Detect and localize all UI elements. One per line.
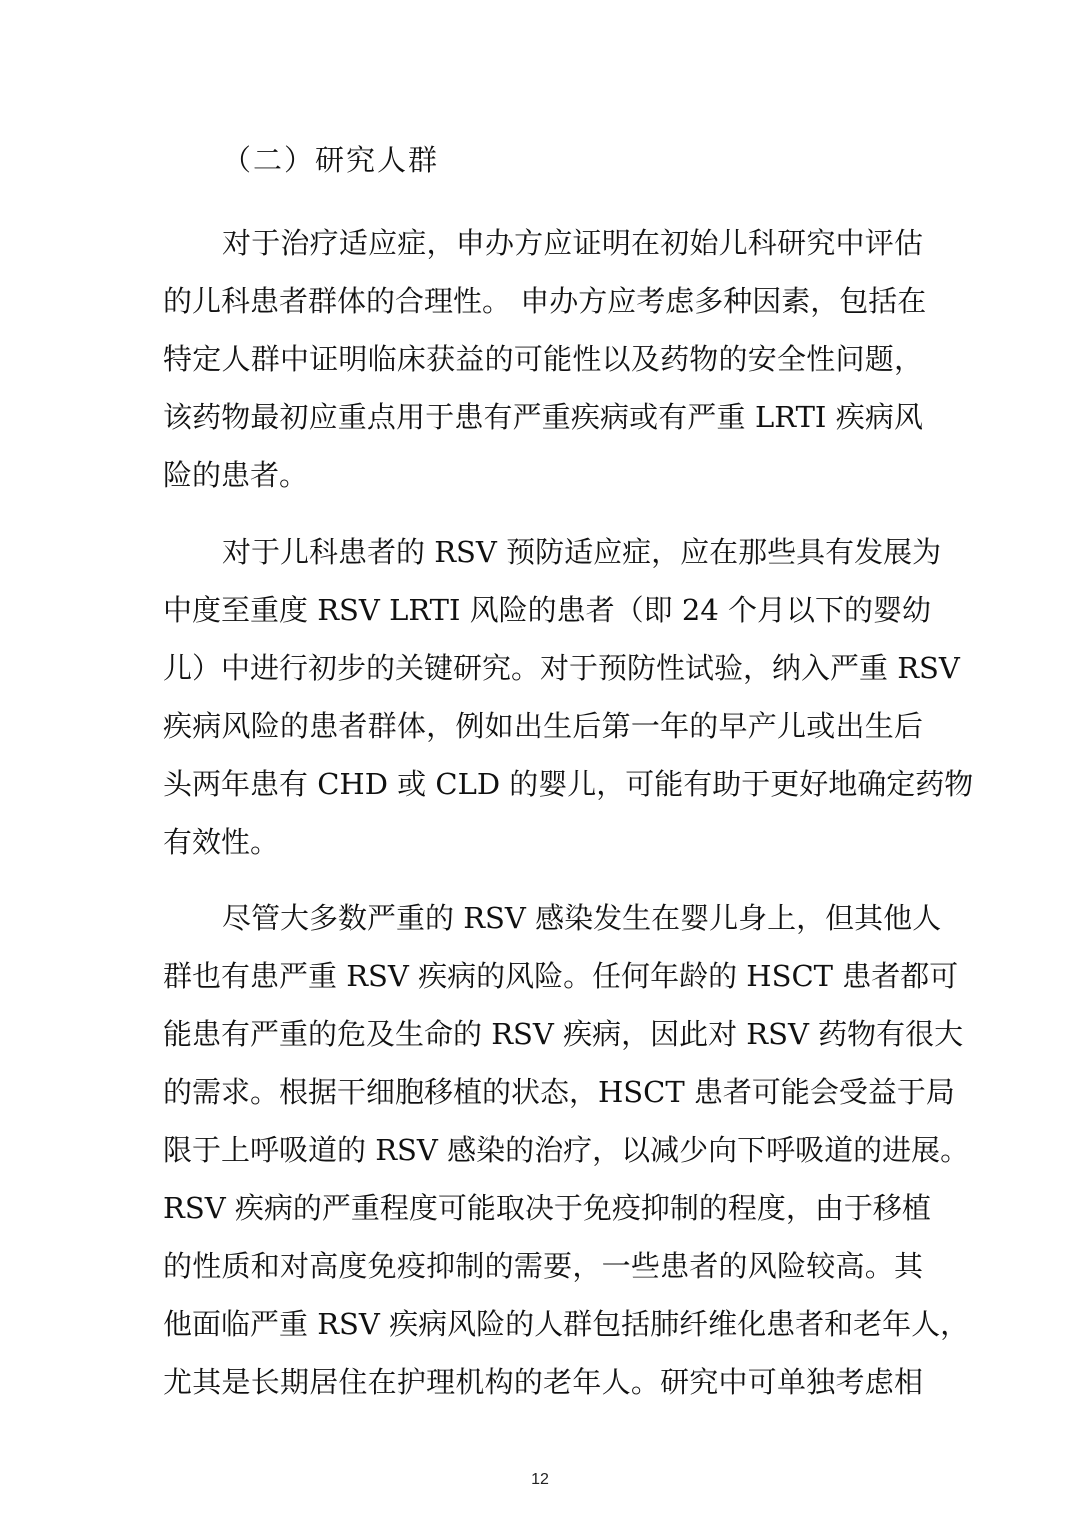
page-number: 12 <box>531 1471 549 1488</box>
paragraph-line: 群也有患严重 RSV 疾病的风险。任何年龄的 HSCT 患者都可 <box>163 959 959 993</box>
paragraph-line: 该药物最初应重点用于患有严重疾病或有严重 LRTI 疾病风 <box>163 400 923 434</box>
paragraph-line: 对于儿科患者的 RSV 预防适应症，应在那些具有发展为 <box>222 535 942 569</box>
paragraph-line: 有效性。 <box>163 825 280 859</box>
paragraph-treatment-indication <box>163 214 927 504</box>
paragraph-prevention-indication <box>163 523 974 871</box>
paragraph-line: 疾病风险的患者群体，例如出生后第一年的早产儿或出生后 <box>163 709 923 743</box>
paragraph-line: 尤其是长期居住在护理机构的老年人。研究中可单独考虑相 <box>163 1365 923 1399</box>
paragraph-line: RSV 疾病的严重程度可能取决于免疫抑制的程度，由于移植 <box>163 1191 931 1225</box>
paragraph-line: 的需求。根据干细胞移植的状态，HSCT 患者可能会受益于局 <box>163 1075 955 1109</box>
section-heading: （二）研究人群 <box>222 143 440 177</box>
paragraph-line: 限于上呼吸道的 RSV 感染的治疗，以减少向下呼吸道的进展。 <box>163 1133 970 1167</box>
paragraph-line: 的性质和对高度免疫抑制的需要，一些患者的风险较高。其 <box>163 1249 923 1283</box>
paragraph-line: 中度至重度 RSV LRTI 风险的患者（即 24 个月以下的婴幼 <box>163 593 932 627</box>
paragraph-line: 对于治疗适应症，申办方应证明在初始儿科研究中评估 <box>222 226 923 260</box>
paragraph-line: 险的患者。 <box>163 458 309 492</box>
paragraph-line: 头两年患有 CHD 或 CLD 的婴儿，可能有助于更好地确定药物 <box>163 767 974 801</box>
paragraph-line: 他面临严重 RSV 疾病风险的人群包括肺纤维化患者和老年人， <box>163 1307 970 1341</box>
paragraph-line: 的儿科患者群体的合理性。 申办方应考虑多种因素，包括在 <box>163 284 927 318</box>
paragraph-line: 能患有严重的危及生命的 RSV 疾病，因此对 RSV 药物有很大 <box>163 1017 964 1051</box>
paragraph-line: 儿）中进行初步的关键研究。对于预防性试验，纳入严重 RSV <box>163 651 960 685</box>
paragraph-line: 特定人群中证明临床获益的可能性以及药物的安全性问题， <box>163 342 923 376</box>
paragraph-line: 尽管大多数严重的 RSV 感染发生在婴儿身上，但其他人 <box>222 901 942 935</box>
paragraph-other-populations <box>163 889 970 1411</box>
